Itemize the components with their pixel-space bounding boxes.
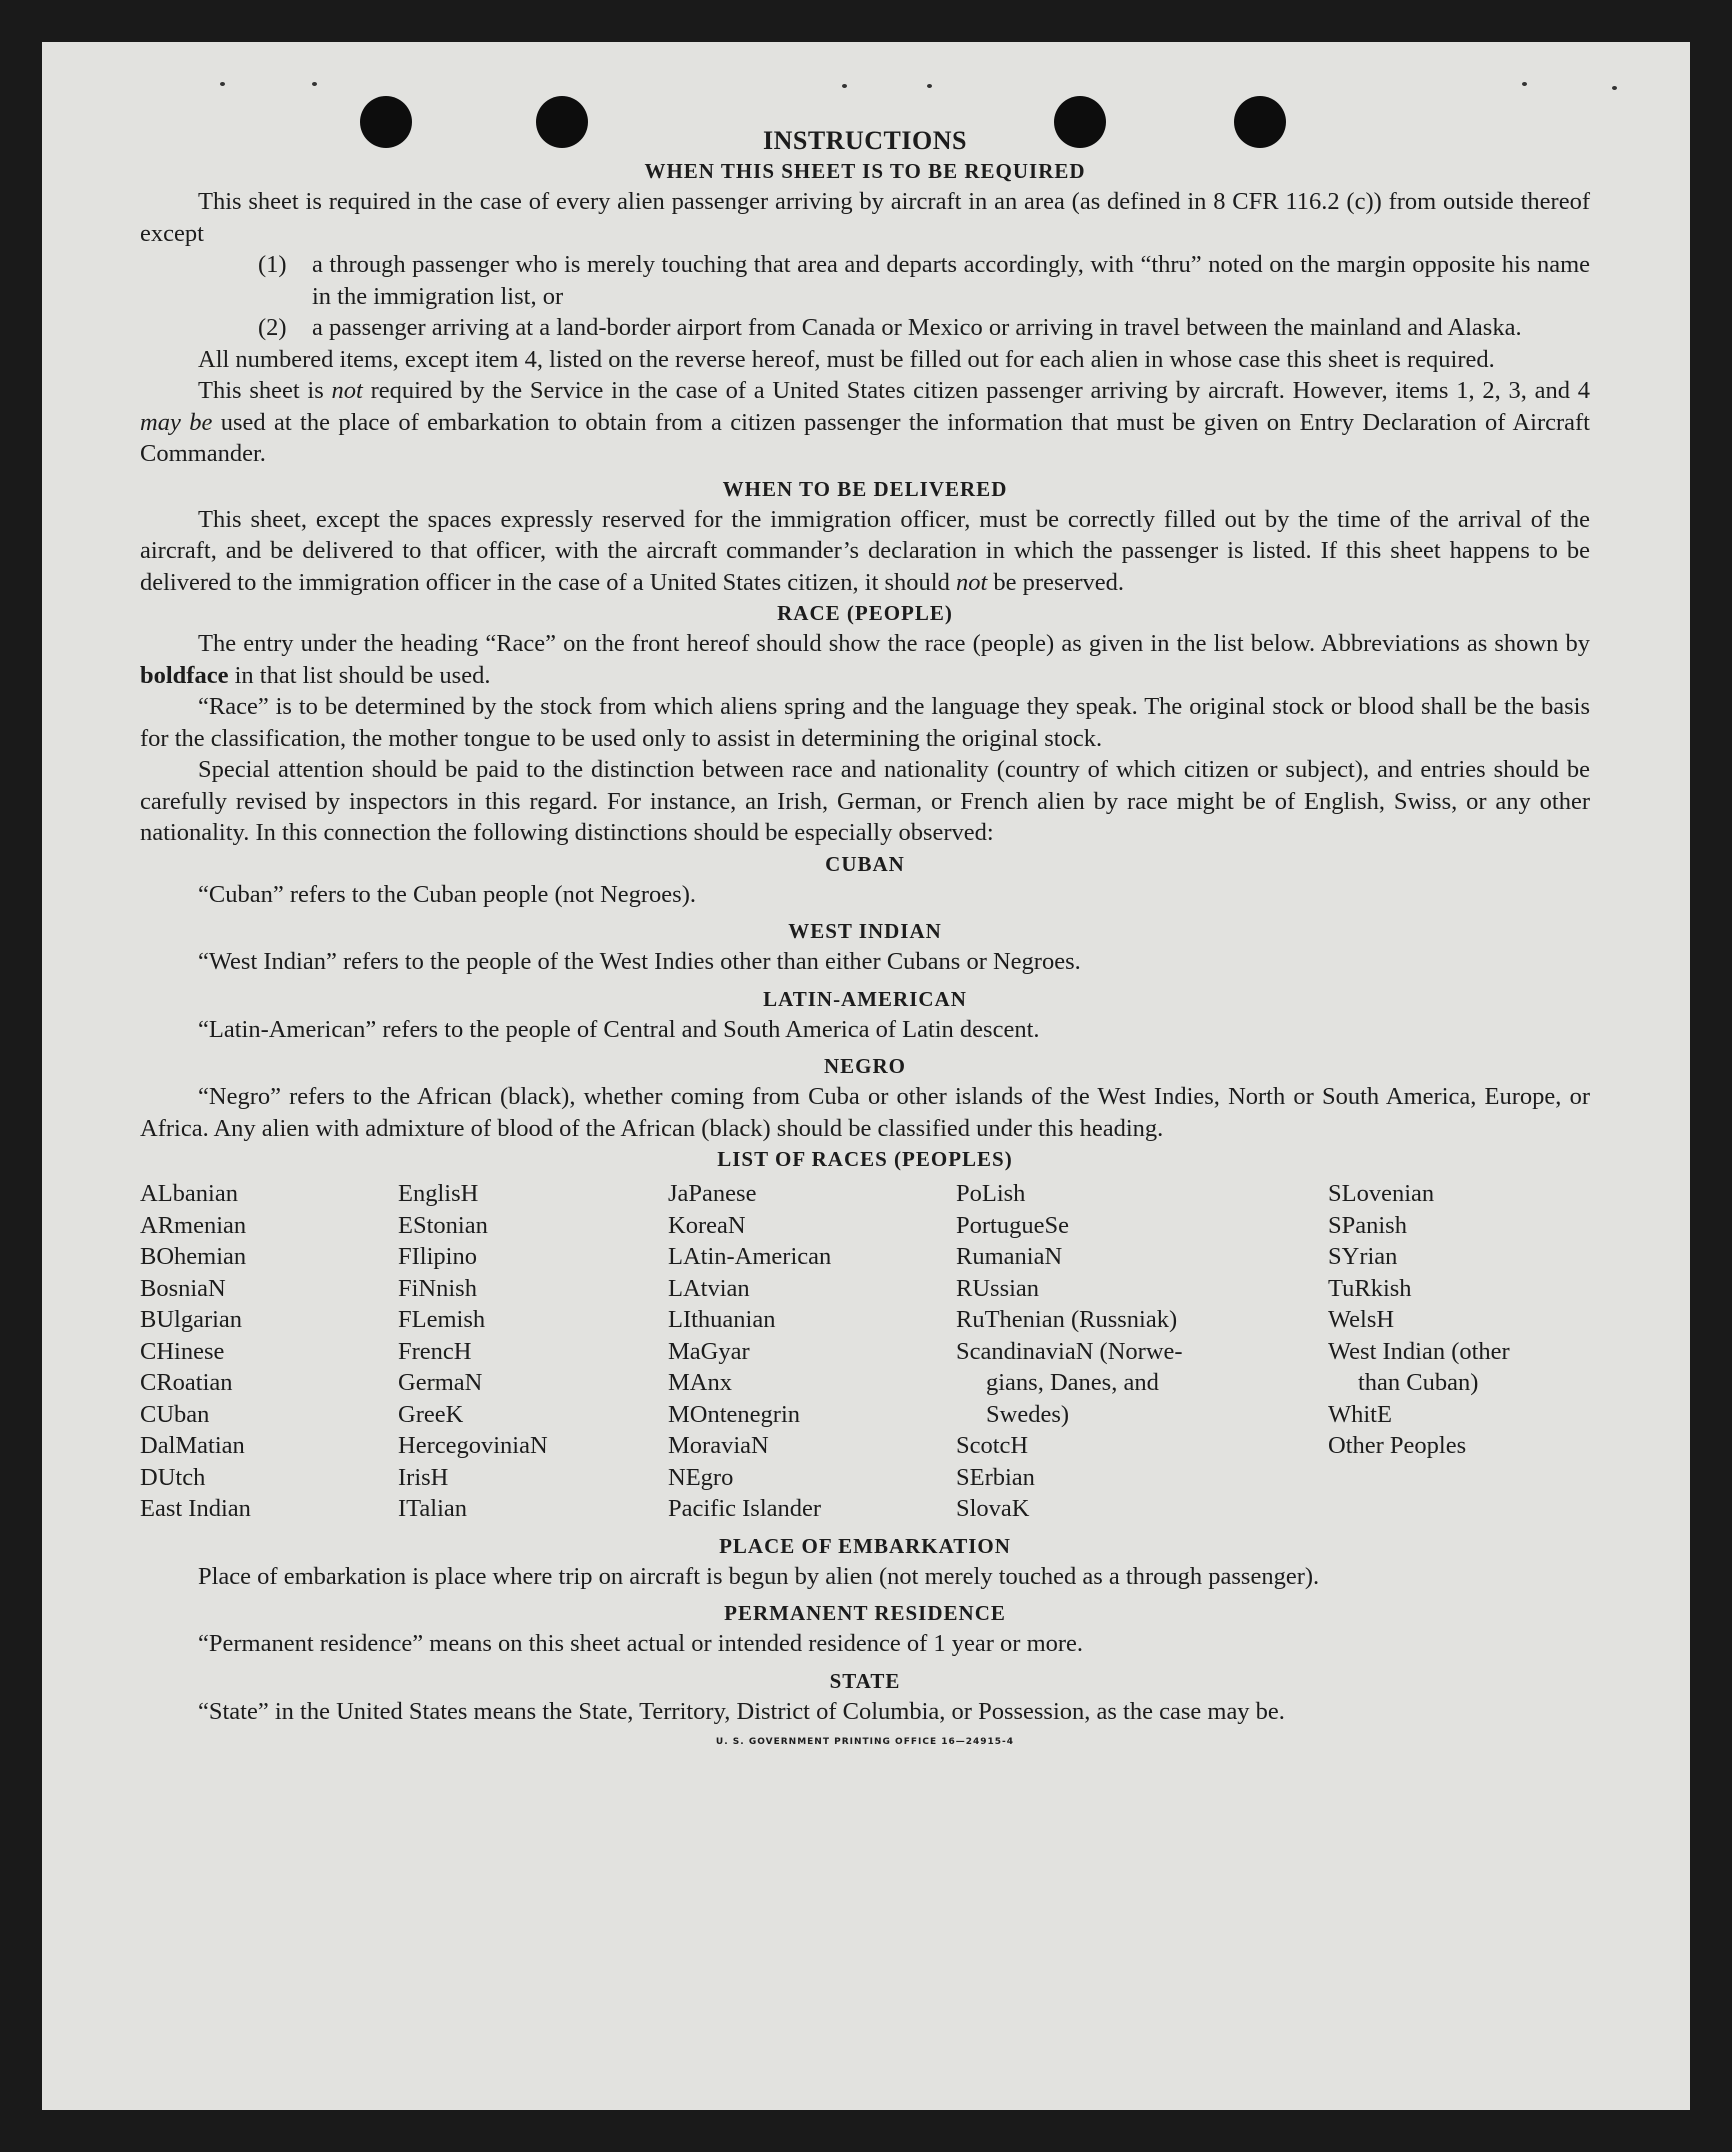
document-sheet [42,42,1690,2110]
race-item: FrencH [398,1337,472,1365]
item-number: (1) [258,251,287,278]
heading-race: RACE (PEOPLE) [777,601,953,625]
race-item: FIlipino [398,1243,477,1270]
item-text: a passenger arriving at a land-border airport from Canada or Mexico or arriving in travel between the mainland and Alaska. [312,314,1522,341]
race-item: ALbanian [140,1180,238,1207]
embarkation-text: Place of embarkation is place where trip on aircraft is begun by alien (not merely touched as a through passenger). [198,1562,1320,1590]
race-item: LAtin-American [668,1243,832,1270]
required-paragraph-3: This sheet is not required by the Service in the case of a United States citizen passenger arriving by aircraft. However, items 1, 2, 3, and 4 may be used at the place of embarkation to obtain from a citizen passenger the information that must be given on Entry Declaration of Aircraft Commander. [140,377,1590,467]
exception-item-1 [140,249,1590,312]
races-column-5 [1328,1178,1590,1525]
race-item: WelsH [1328,1306,1395,1333]
printing-office-footer: U. S. GOVERNMENT PRINTING OFFICE 16—24915-4 [715,1737,1015,1747]
race-item: EStonian [398,1211,488,1239]
race-item: SErbian [956,1463,1035,1491]
race-item: SlovaK [956,1495,1030,1522]
race-item: FiNnish [398,1274,477,1302]
heading-west-indian: WEST INDIAN [788,919,942,943]
race-item: MOntenegrin [668,1400,800,1428]
heading-embarkation: PLACE OF EMBARKATION [719,1533,1011,1558]
race-item: RumaniaN [956,1243,1063,1270]
race-item-continued: than Cuban) [1358,1369,1479,1396]
race-item: GreeK [398,1400,464,1428]
required-paragraph-2: All numbered items, except item 4, listed on the reverse hereof, must be filled out for each alien in whose case this sheet is required. [198,345,1495,373]
west-indian-text: “West Indian” refers to the people of the West Indies other than either Cubans or Negroes. [198,948,1081,975]
heading-negro: NEGRO [823,1054,906,1078]
races-list [140,1178,1590,1525]
heading-state: STATE [829,1668,901,1693]
exception-item-2 [140,312,1590,344]
race-item: FLemish [398,1306,486,1333]
race-item: PoLish [956,1180,1026,1207]
speck [1612,86,1617,90]
races-column-2 [398,1178,668,1525]
race-item: JaPanese [668,1180,757,1207]
race-item: LAtvian [668,1274,750,1302]
race-item: BOhemian [140,1243,247,1270]
negro-text: “Negro” refers to the African (black), whether coming from Cuba or other islands of the West Indies, North or South America, Europe, or Africa. Any alien with admixture of blood of the African (black) should be classified under this heading. [140,1083,1590,1142]
state-text: “State” in the United States means the State, Territory, District of Columbia, or Possession, as the case may be. [198,1697,1285,1725]
heading-list-of-races: LIST OF RACES (PEOPLES) [717,1147,1013,1171]
race-item: IrisH [398,1463,449,1491]
race-paragraph-3: Special attention should be paid to the distinction between race and nationality (country of which citizen or subject), and entries should be carefully revised by inspectors in this regard. For instance, an Irish, German, or French alien by race might be of English, Swiss, or any other nationality. In this connection the following distinctions should be especially observed: [140,756,1590,846]
race-item: SLovenian [1328,1180,1435,1207]
heading-residence: PERMANENT RESIDENCE [724,1601,1006,1625]
latin-american-text: “Latin-American” refers to the people of Central and South America of Latin descent. [198,1015,1040,1043]
heading-latin-american: LATIN-AMERICAN [763,986,967,1011]
race-item: DUtch [140,1463,206,1491]
race-item: NEgro [668,1463,734,1491]
race-item: East Indian [140,1495,251,1522]
speck [842,84,847,88]
race-item: BosniaN [140,1274,226,1302]
race-item-continued: gians, Danes, and [986,1369,1159,1396]
race-item: CHinese [140,1337,225,1365]
delivered-paragraph: This sheet, except the spaces expressly reserved for the immigration officer, must be correctly filled out by the time of the arrival of the aircraft, and be delivered to that officer, with the aircraft commander’s declaration in which the passenger is listed. If this sheet happens to be delivered to the immigration officer in the case of a United States citizen, it should not be preserved. [140,505,1590,596]
race-item: ScandinaviaN (Norwe- [956,1337,1183,1365]
race-item: GermaN [398,1369,483,1396]
race-item: WhitE [1328,1400,1392,1428]
speck [927,84,932,88]
race-item: MAnx [668,1369,732,1396]
race-item: TuRkish [1328,1274,1412,1302]
races-column-1 [140,1178,398,1525]
race-item: LIthuanian [668,1306,776,1333]
speck [1522,82,1527,86]
speck [312,82,317,86]
race-item: MaGyar [668,1337,750,1365]
race-item: EnglisH [398,1180,479,1207]
race-item: MoraviaN [668,1432,769,1459]
item-text: a through passenger who is merely touching that area and departs accordingly, with “thru” noted on the margin opposite his name in the immigration list, or [312,251,1590,310]
residence-text: “Permanent residence” means on this sheet actual or intended residence of 1 year or more. [198,1630,1084,1657]
race-item-continued: Swedes) [986,1400,1070,1428]
race-item: KoreaN [668,1211,746,1239]
race-item: CRoatian [140,1369,233,1396]
heading-required: WHEN THIS SHEET IS TO BE REQUIRED [644,159,1086,183]
race-item: RUssian [956,1274,1040,1302]
race-item: ITalian [398,1495,468,1522]
speck [220,82,225,86]
races-column-3 [668,1178,956,1525]
required-paragraph-1: This sheet is required in the case of every alien passenger arriving by aircraft in an area (as defined in 8 CFR 116.2 (c)) from outside thereof except [140,188,1590,247]
race-item: HercegoviniaN [398,1432,548,1459]
race-item: SYrian [1328,1243,1398,1270]
race-item: ScotcH [956,1432,1029,1459]
page-title: INSTRUCTIONS [763,126,967,155]
race-item: Other Peoples [1328,1432,1467,1459]
heading-cuban: CUBAN [825,851,905,876]
race-item: RuThenian (Russniak) [956,1306,1178,1333]
cuban-text: “Cuban” refers to the Cuban people (not Negroes). [198,880,696,908]
race-item: PortugueSe [956,1211,1069,1239]
race-item: CUban [140,1400,210,1428]
race-item: ARmenian [140,1211,247,1239]
race-paragraph-2: “Race” is to be determined by the stock from which aliens spring and the language they speak. The original stock or blood shall be the basis for the classification, the mother tongue to be used only to assist in determining the original stock. [140,693,1590,752]
race-item: Pacific Islander [668,1495,822,1522]
race-item: DalMatian [140,1432,245,1459]
race-item: BUlgarian [140,1306,243,1333]
races-column-4 [956,1178,1328,1525]
heading-delivered: WHEN TO BE DELIVERED [722,476,1008,501]
race-paragraph-1: The entry under the heading “Race” on the front hereof should show the race (people) as given in the list below. Abbreviations as shown by boldface in that list should be used. [140,630,1590,689]
instructions-content [140,126,1590,1747]
item-number: (2) [258,314,287,341]
race-item: SPanish [1328,1211,1407,1239]
race-item: West Indian (other [1328,1337,1510,1365]
